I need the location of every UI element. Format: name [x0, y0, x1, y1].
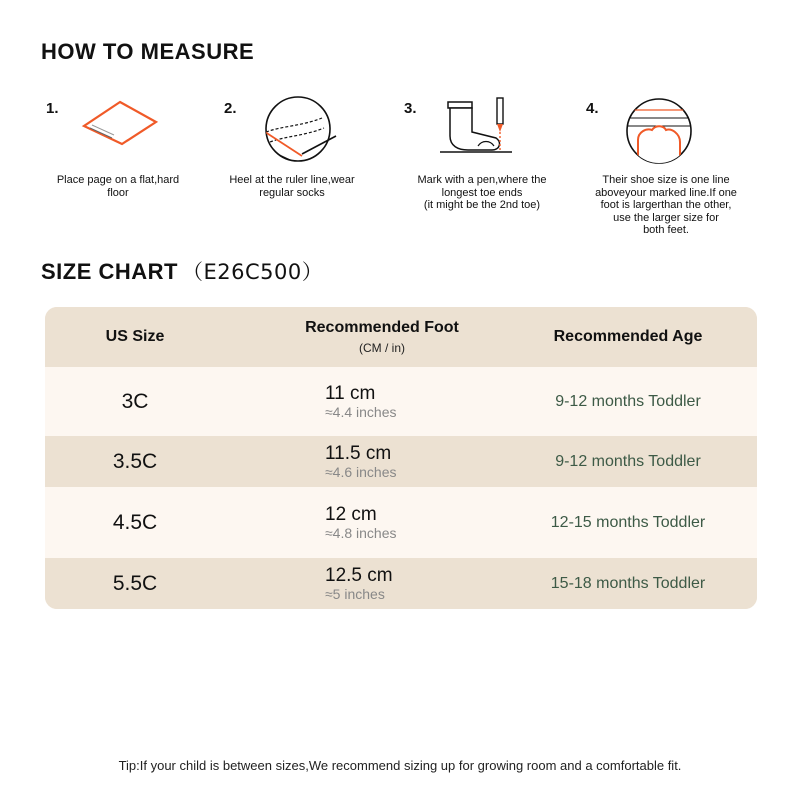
foot-cm: 11 cm	[325, 382, 376, 404]
size-chart-title	[41, 256, 323, 286]
step-number: 2.	[224, 100, 237, 117]
measure-step-1	[40, 96, 220, 246]
foot-inches: ≈4.6 inches	[325, 463, 397, 480]
heel-sock-icon	[262, 96, 338, 162]
foot-inches: ≈4.4 inches	[325, 403, 397, 420]
step-caption: Heel at the ruler line,wear regular socks	[229, 174, 355, 199]
step-caption: Their shoe size is one line aboveyour marked line.If one foot is largerthan the other, use the larger size for both feet.	[595, 174, 737, 236]
foot-cm: 11.5 cm	[325, 442, 392, 464]
us-size: 4.5C	[112, 510, 158, 534]
step-caption: Place page on a flat,hard floor	[56, 174, 180, 199]
foot-inches: ≈4.8 inches	[325, 524, 397, 541]
foot-inches: ≈5 inches	[325, 585, 385, 602]
step-caption: Mark with a pen,where the longest toe ends (it might be the 2nd toe)	[417, 174, 547, 211]
size-chart-table	[45, 307, 757, 609]
foot-cm: 12.5 cm	[325, 564, 393, 586]
measure-step-3	[398, 96, 578, 246]
step-number: 1.	[46, 100, 59, 117]
header-us-size: US Size	[105, 328, 165, 345]
product-code: （E26C500）	[182, 260, 324, 284]
table-row	[45, 487, 757, 558]
us-size: 3.5C	[112, 449, 158, 473]
age-range: 9-12 months Toddler	[555, 392, 701, 410]
foot-cm: 12 cm	[325, 503, 377, 525]
us-size: 5.5C	[112, 571, 158, 595]
paper-icon	[78, 100, 160, 148]
age-range: 15-18 months Toddler	[550, 574, 706, 592]
table-row	[45, 558, 757, 609]
step-number: 4.	[586, 100, 599, 117]
sizing-tip: Tip:If your child is between sizes,We recommend sizing up for growing room and a comfortable fit.	[118, 758, 682, 773]
size-chart-label: SIZE CHART	[41, 259, 178, 284]
header-recommended-age: Recommended Age	[553, 328, 703, 345]
age-range: 9-12 months Toddler	[555, 452, 701, 470]
measure-step-2	[218, 96, 398, 246]
us-size: 3C	[121, 389, 149, 413]
table-row	[45, 367, 757, 436]
table-header-row	[45, 307, 757, 367]
header-recommended-foot: Recommended Foot	[305, 319, 459, 336]
age-range: 12-15 months Toddler	[550, 513, 706, 531]
sock-pen-icon	[438, 96, 520, 158]
header-units: (CM / in)	[359, 341, 405, 355]
how-to-measure-title: HOW TO MEASURE	[41, 39, 255, 64]
table-row	[45, 436, 757, 487]
measure-step-4	[580, 96, 760, 246]
foot-lines-icon	[624, 96, 694, 166]
step-number: 3.	[404, 100, 417, 117]
